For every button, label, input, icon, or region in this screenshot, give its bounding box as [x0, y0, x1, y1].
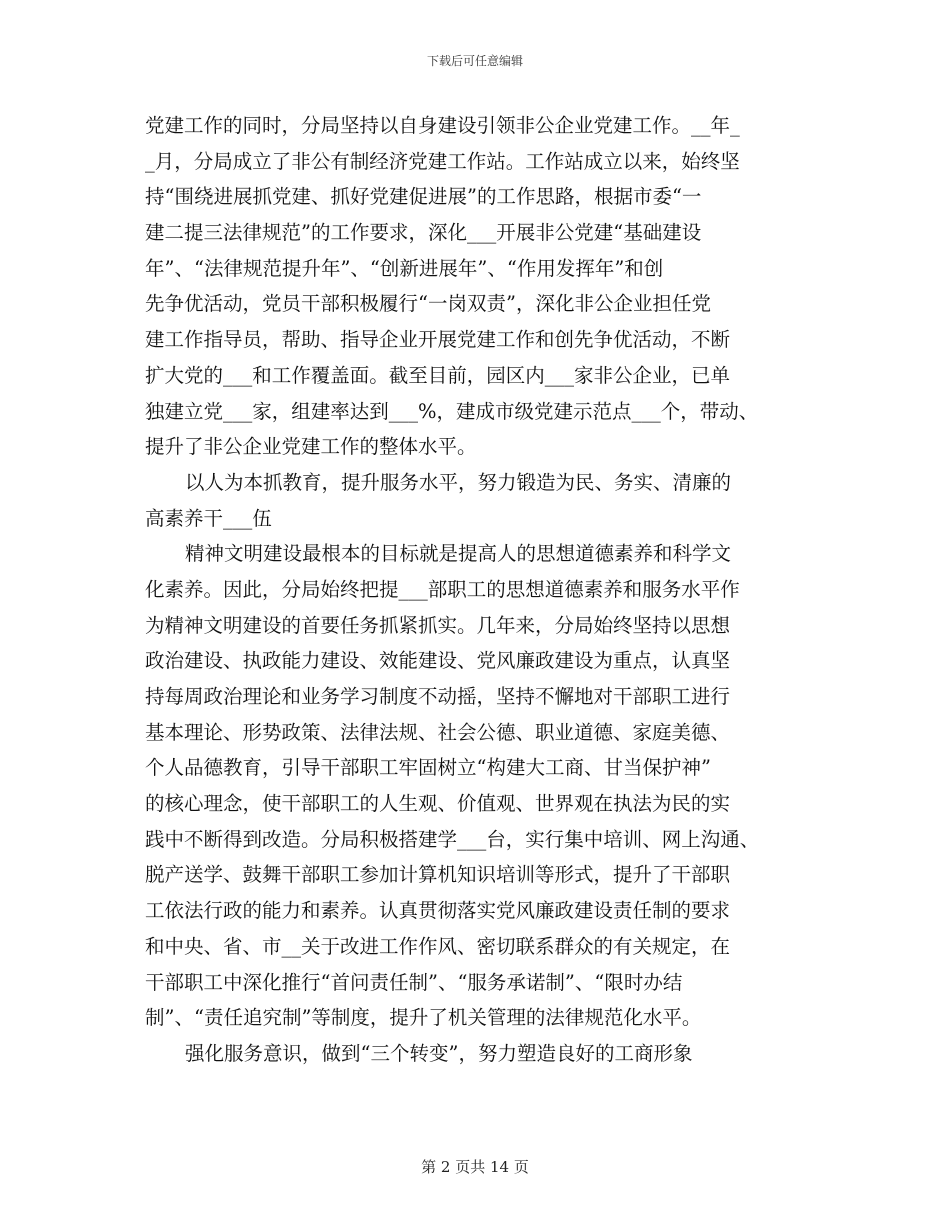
- text-line: 持每周政治理论和业务学习制度不动摇，坚持不懈地对干部职工进行: [145, 685, 731, 708]
- text-line: 和中央、省、市__关于改进工作作风、密切联系群众的有关规定，在: [145, 934, 731, 958]
- text-line: 强化服务意识，做到“三个转变”，努力塑造良好的工商形象: [185, 1041, 693, 1065]
- text-line: 高素养干___伍: [145, 506, 272, 530]
- page-header: 下载后可任意编辑: [426, 54, 523, 68]
- text-line: 干部职工中深化推行“首问责任制”、“服务承诺制”、“限时办结: [145, 970, 683, 994]
- text-line: 践中不断得到改造。分局积极搭建学___台，实行集中培训、网上沟通、: [145, 827, 760, 851]
- text-line: 建工作指导员，帮助、指导企业开展党建工作和创先争优活动，不断: [145, 328, 731, 352]
- text-line: 为精神文明建设的首要任务抓紧抓实。几年来，分局始终坚持以思想: [145, 613, 731, 637]
- text-line: 年”、“法律规范提升年”、“创新进展年”、“作用发挥年”和创: [145, 256, 664, 280]
- text-line: _月，分局成立了非公有制经济党建工作站。工作站成立以来，始终坚: [145, 149, 740, 173]
- text-line: 工依法行政的能力和素养。认真贯彻落实党风廉政建设责任制的要求: [145, 899, 731, 923]
- document-body: [145, 108, 825, 1072]
- text-line: 脱产送学、鼓舞干部职工参加计算机知识培训等形式，提升了干部职: [145, 863, 731, 887]
- text-line: 基本理论、形势政策、法律法规、社会公德、职业道德、家庭美德、: [145, 720, 731, 744]
- text-line: 的核心理念，使干部职工的人生观、价值观、世界观在执法为民的实: [145, 792, 731, 816]
- text-line: 精神文明建设最根本的目标就是提高人的思想道德素养和科学文: [185, 542, 732, 566]
- text-line: 独建立党___家，组建率达到___%，建成市级党建示范点___个，带动、: [145, 399, 759, 423]
- text-line: 政治建设、执政能力建设、效能建设、党风廉政建设为重点，认真坚: [145, 649, 731, 673]
- text-line: 扩大党的___和工作覆盖面。截至目前，园区内___家非公企业，已单: [145, 363, 731, 387]
- text-line: 个人品德教育，引导干部职工牢固树立“构建大工商、甘当保护神”: [145, 756, 711, 780]
- page-footer: 第 2 页共 14 页: [421, 1158, 529, 1176]
- text-line: 制”、“责任追究制”等制度，提升了机关管理的法律规范化水平。: [145, 1006, 702, 1030]
- text-line: 党建工作的同时，分局坚持以自身建设引领非公企业党建工作。__年_: [145, 114, 740, 137]
- text-line: 化素养。因此，分局始终把提___部职工的思想道德素养和服务水平作: [145, 577, 740, 601]
- text-line: 先争优活动，党员干部积极履行“一岗双责”，深化非公企业担任党: [145, 292, 711, 316]
- text-line: 提升了非公企业党建工作的整体水平。: [145, 435, 477, 459]
- text-line: 持“围绕进展抓党建、抓好党建促进展”的工作思路，根据市委“一: [145, 185, 702, 209]
- text-line: 以人为本抓教育，提升服务水平，努力锻造为民、务实、清廉的: [185, 470, 732, 494]
- text-line: 建二提三法律规范”的工作要求，深化___开展非公党建“基础建设: [145, 221, 702, 245]
